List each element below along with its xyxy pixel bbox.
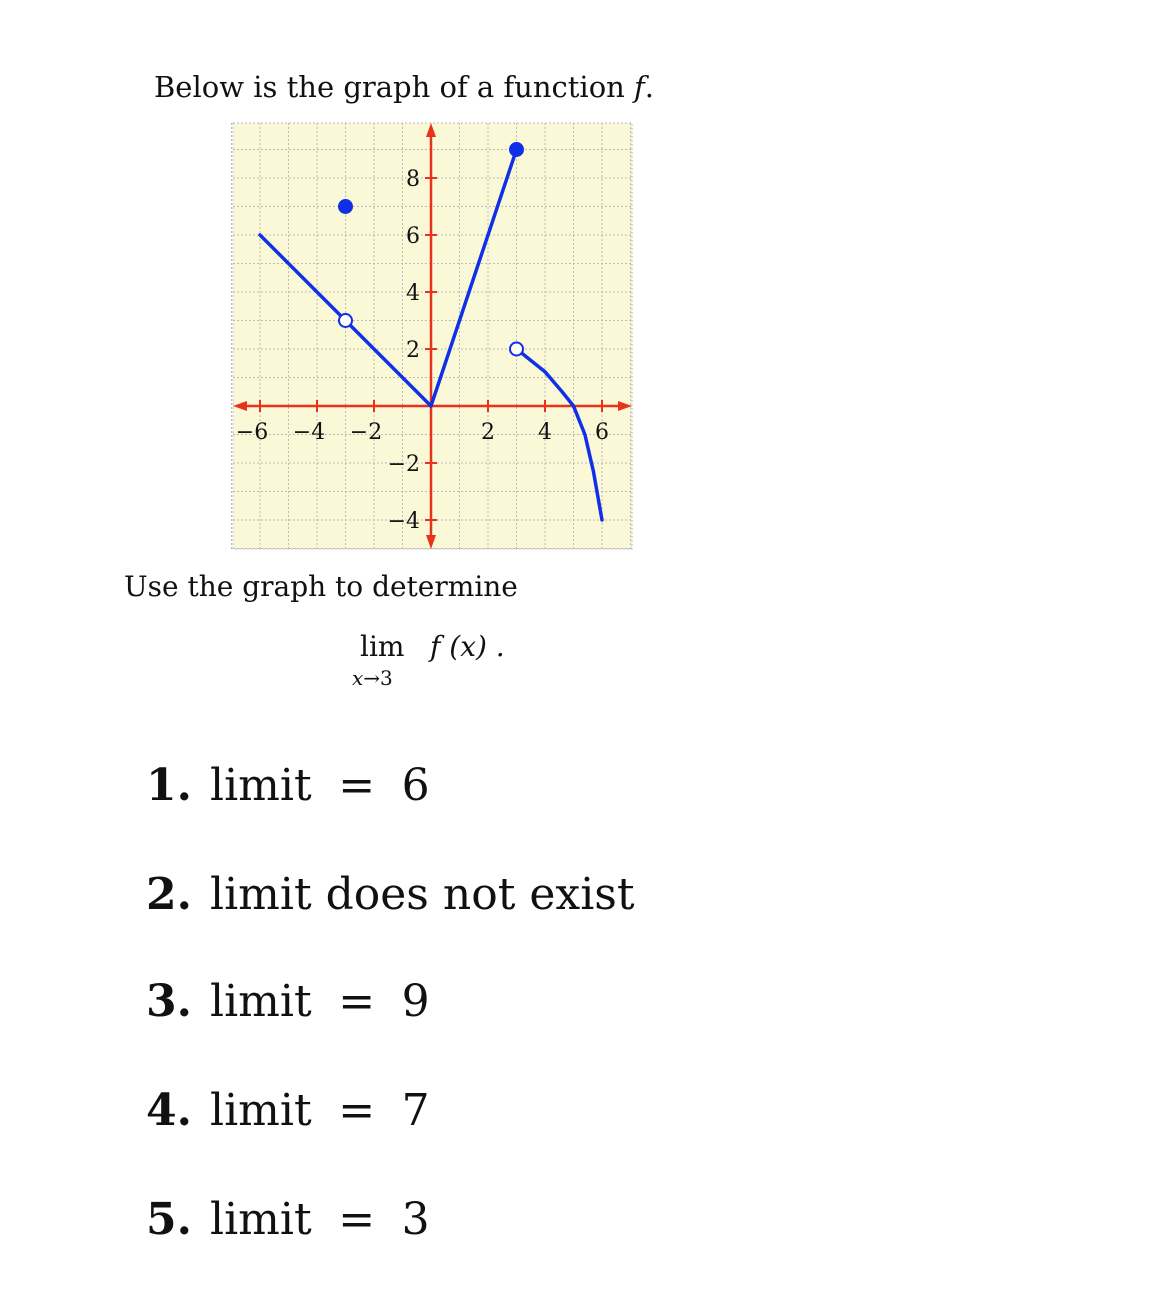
- answer-choice-3[interactable]: [146, 976, 430, 1027]
- answer-text: limit: [210, 1085, 312, 1136]
- x-tick-label: 4: [538, 420, 552, 445]
- filled-point: [338, 199, 353, 214]
- open-point: [510, 343, 523, 356]
- answer-equals: =: [338, 976, 376, 1027]
- answer-number: 3.: [146, 976, 192, 1027]
- x-tick-label: −2: [349, 420, 383, 445]
- answer-choice-4[interactable]: [146, 1085, 430, 1136]
- x-tick-label: −4: [292, 420, 326, 445]
- answer-value: 3: [401, 1194, 430, 1245]
- answer-text: limit: [210, 760, 312, 811]
- lim-variable: x: [352, 666, 364, 690]
- answer-number: 5.: [146, 1194, 192, 1245]
- answer-number: 4.: [146, 1085, 192, 1136]
- answer-value: 9: [401, 976, 430, 1027]
- intro-period: .: [644, 70, 654, 104]
- x-tick-label: −6: [235, 420, 269, 445]
- x-tick-label: 6: [595, 420, 609, 445]
- answer-choice-2[interactable]: [146, 869, 635, 920]
- graph-background: [233, 123, 632, 549]
- lim-subscript: [352, 666, 393, 690]
- answer-equals: =: [338, 760, 376, 811]
- function-symbol: f: [634, 70, 645, 104]
- y-tick-label: −2: [387, 452, 420, 477]
- y-tick-label: 6: [406, 224, 420, 249]
- y-tick-label: 2: [406, 338, 420, 363]
- answer-number: 2.: [146, 869, 192, 920]
- intro-sentence: Below is the graph of a function: [154, 70, 625, 104]
- y-tick-label: 4: [406, 281, 420, 306]
- answer-value: 6: [401, 760, 430, 811]
- answer-text: limit: [210, 1194, 312, 1245]
- filled-point: [509, 142, 524, 157]
- answer-equals: =: [338, 1194, 376, 1245]
- lim-value: 3: [380, 666, 393, 690]
- lim-word: lim: [360, 630, 405, 663]
- y-tick-label: 8: [406, 167, 420, 192]
- answer-value: 7: [401, 1085, 430, 1136]
- answer-number: 1.: [146, 760, 192, 811]
- open-point: [339, 314, 352, 327]
- answer-text: limit does not exist: [210, 869, 635, 920]
- answer-equals: =: [338, 1085, 376, 1136]
- answer-text: limit: [210, 976, 312, 1027]
- lim-arrow: →: [363, 666, 381, 690]
- question-prompt: Use the graph to determine: [124, 570, 518, 603]
- y-tick-label: −4: [387, 509, 420, 534]
- answer-choice-1[interactable]: [146, 760, 430, 811]
- answer-choice-5[interactable]: [146, 1194, 430, 1245]
- lim-function: f (x) .: [430, 630, 505, 663]
- x-tick-label: 2: [481, 420, 495, 445]
